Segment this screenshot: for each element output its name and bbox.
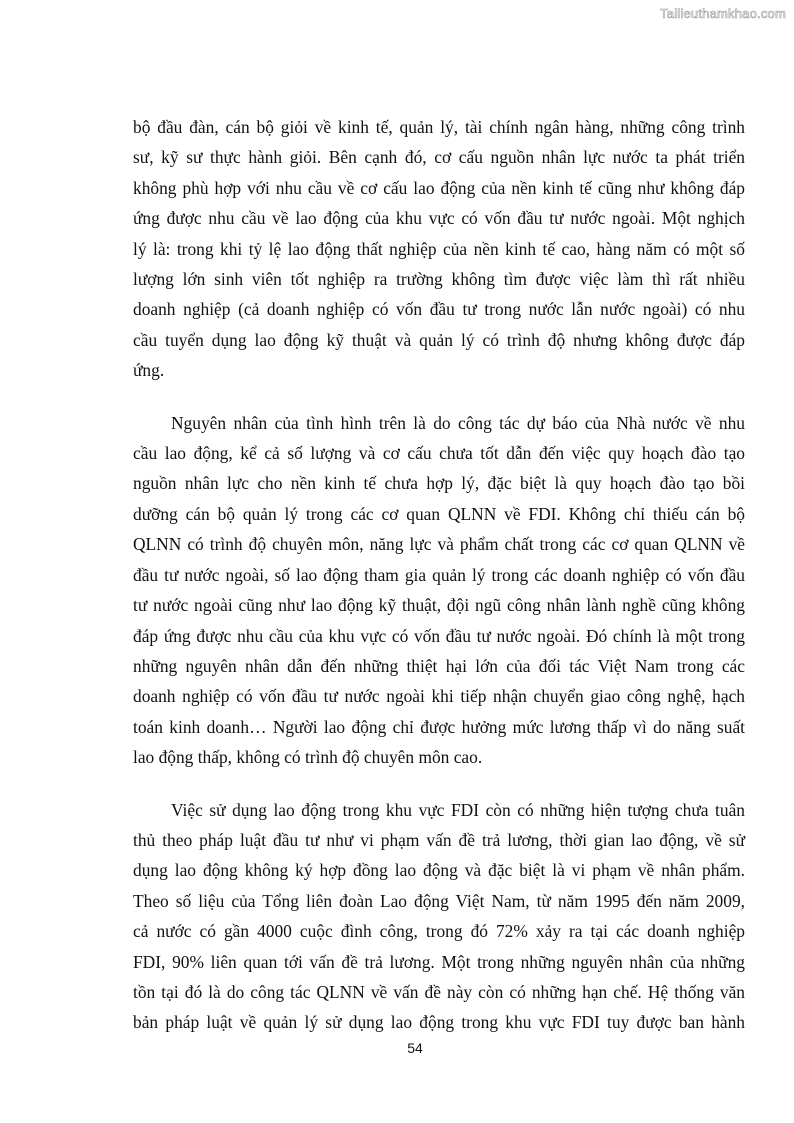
text-line: tư nước ngoài cũng như lao động kỹ thuật, đội ngũ công nhân lành nghề cũng không (133, 595, 745, 616)
paragraph-3 (133, 795, 745, 1038)
page-number: 54 (407, 1040, 423, 1056)
text-line: cầu tuyển dụng lao động kỹ thuật và quản lý có trình độ nhưng không được đáp (133, 329, 745, 350)
text-line: QLNN có trình độ chuyên môn, năng lực và phẩm chất trong các cơ quan QLNN về (133, 534, 745, 555)
watermark: Tailieuthamkhao.com (660, 6, 786, 21)
text-line: ứng được nhu cầu về lao động của khu vực có vốn đầu tư nước ngoài. Một nghịch (133, 208, 745, 229)
text-line: nguồn nhân lực cho nền kinh tế chưa hợp lý, đặc biệt là quy hoạch đào tạo bồi (133, 473, 745, 494)
text-line: Nguyên nhân của tình hình trên là do công tác dự báo của Nhà nước về nhu (171, 412, 745, 433)
text-line: doanh nghiệp có vốn đầu tư nước ngoài khi tiếp nhận chuyển giao công nghệ, hạch (133, 686, 745, 707)
text-line: đầu tư nước ngoài, số lao động tham gia quản lý trong các doanh nghiệp có vốn đầu (133, 564, 745, 585)
text-line: đáp ứng được nhu cầu của khu vực có vốn đầu tư nước ngoài. Đó chính là một trong (133, 625, 745, 646)
text-line: bộ đầu đàn, cán bộ giỏi về kinh tế, quản lý, tài chính ngân hàng, những công trình (133, 117, 745, 137)
paragraph-2 (133, 408, 745, 773)
text-line: tồn tại đó là do công tác QLNN về vấn đề này còn có những hạn chế. Hệ thống văn (133, 981, 745, 1002)
text-line: Việc sử dụng lao động trong khu vực FDI còn có những hiện tượng chưa tuân (171, 799, 745, 820)
text-line: dưỡng cán bộ quản lý trong các cơ quan QLNN về FDI. Không chỉ thiếu cán bộ (133, 503, 745, 524)
paragraph-1 (133, 112, 745, 386)
text-line: lượng lớn sinh viên tốt nghiệp ra trường không tìm được việc làm thì rất nhiều (133, 269, 745, 290)
text-line: lao động thấp, không có trình độ chuyên môn cao. (133, 747, 483, 768)
text-line: cả nước có gần 4000 cuộc đình công, trong đó 72% xảy ra tại các doanh nghiệp (133, 921, 745, 942)
text-line: bản pháp luật về quản lý sử dụng lao động trong khu vực FDI tuy được ban hành (133, 1012, 745, 1033)
text-line: sư, kỹ sư thực hành giỏi. Bên cạnh đó, cơ cấu nguồn nhân lực nước ta phát triển (133, 147, 745, 168)
text-line: lý là: trong khi tỷ lệ lao động thất nghiệp của nền kinh tế cao, hàng năm có một số (133, 238, 745, 259)
text-line: thủ theo pháp luật đầu tư như vi phạm vấn đề trả lương, thời gian lao động, về sử (133, 829, 745, 850)
text-line: FDI, 90% liên quan tới vấn đề trả lương. Một trong những nguyên nhân của những (133, 951, 745, 972)
text-line: toán kinh doanh… Người lao động chỉ được hưởng mức lương thấp vì do năng suất (133, 716, 745, 737)
text-line: những nguyên nhân dẫn đến những thiệt hại lớn của đối tác Việt Nam trong các (133, 655, 745, 676)
text-line: Theo số liệu của Tổng liên đoàn Lao động Việt Nam, từ năm 1995 đến năm 2009, (133, 890, 745, 911)
document-body (133, 112, 745, 1060)
text-line: dụng lao động không ký hợp đồng lao động và đặc biệt là vi phạm về nhân phẩm. (133, 860, 745, 881)
text-line: không phù hợp với nhu cầu về cơ cấu lao động của nền kinh tế cũng như không đáp (133, 177, 745, 198)
text-line: cầu lao động, kể cả số lượng và cơ cấu chưa tốt dẫn đến việc quy hoạch đào tạo (133, 443, 745, 464)
text-line: doanh nghiệp (cả doanh nghiệp có vốn đầu tư trong nước lẫn nước ngoài) có nhu (133, 299, 745, 320)
text-line: ứng. (133, 360, 165, 381)
